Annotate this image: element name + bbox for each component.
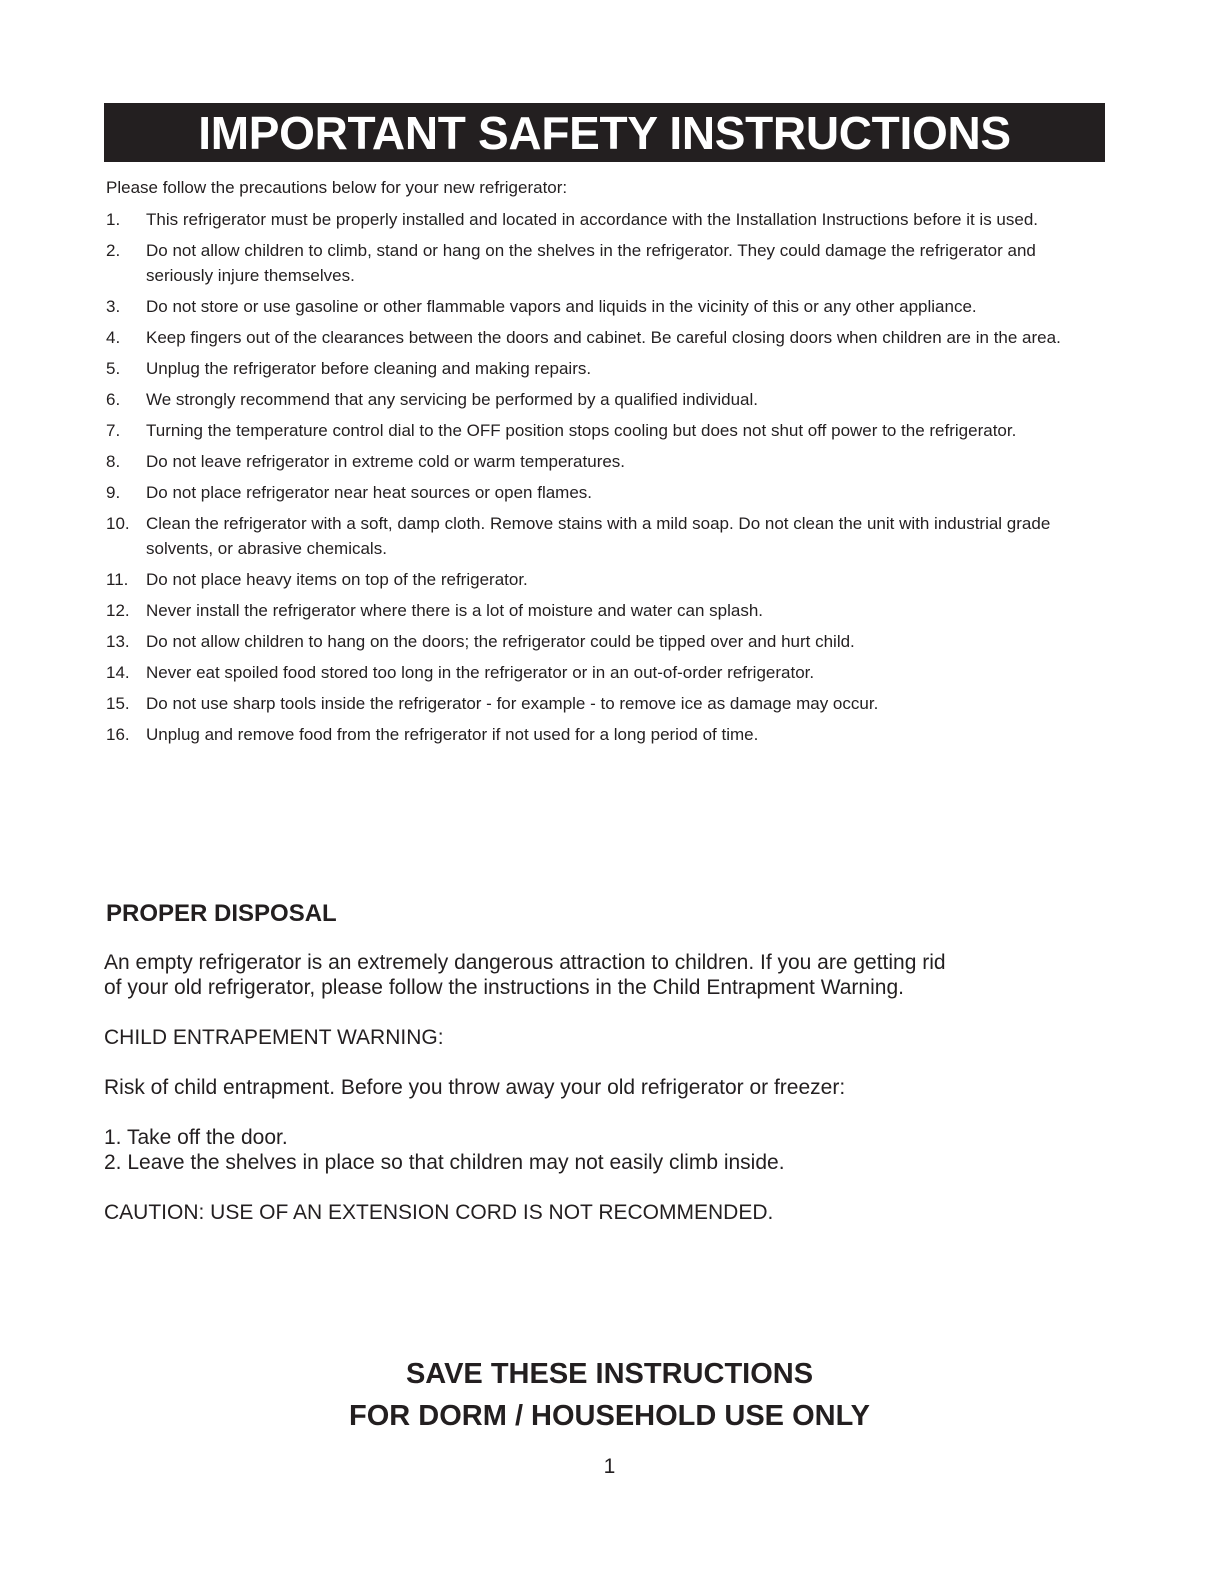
list-item: [106, 325, 1106, 350]
list-item-number: 10.: [106, 514, 130, 533]
list-item: [106, 294, 1106, 319]
list-item: [106, 691, 1106, 716]
list-item-number: 13.: [106, 632, 130, 651]
list-item-text: Turning the temperature control dial to the OFF position stops cooling but does not shut off power to the refrigerator.: [146, 421, 1017, 440]
list-item-number: 12.: [106, 601, 130, 620]
disposal-steps: [104, 1125, 1104, 1175]
list-item-number: 2.: [106, 241, 121, 260]
list-item-text: Clean the refrigerator with a soft, damp cloth. Remove stains with a mild soap. Do not clean the unit with industrial grade solvents, or abrasive chemicals.: [146, 514, 1051, 558]
list-item: [106, 598, 1106, 623]
list-item: [106, 387, 1106, 412]
disposal-heading: PROPER DISPOSAL: [106, 900, 337, 927]
list-item-number: 9.: [106, 483, 121, 502]
list-item-text: Never eat spoiled food stored too long in the refrigerator or in an out-of-order refrigerator.: [146, 663, 815, 682]
list-item-text: Do not allow children to hang on the doors; the refrigerator could be tipped over and hurt child.: [146, 632, 855, 651]
household-use-heading: FOR DORM / HOUSEHOLD USE ONLY: [349, 1400, 870, 1432]
list-item: [106, 207, 1106, 232]
intro-text: Please follow the precautions below for your new refrigerator:: [106, 178, 568, 197]
page-title: IMPORTANT SAFETY INSTRUCTIONS: [198, 106, 1011, 159]
list-item-text: Do not place heavy items on top of the refrigerator.: [146, 570, 528, 589]
list-item: [106, 356, 1106, 381]
list-item: [106, 660, 1106, 685]
list-item-number: 15.: [106, 694, 130, 713]
save-instructions-heading: SAVE THESE INSTRUCTIONS: [405, 1358, 814, 1390]
list-item: [106, 238, 1106, 288]
list-item-text: Unplug and remove food from the refrigerator if not used for a long period of time.: [146, 725, 759, 744]
list-item-text: Do not leave refrigerator in extreme cold or warm temperatures.: [146, 452, 626, 471]
list-item: [106, 449, 1106, 474]
disposal-paragraph-line: An empty refrigerator is an extremely dangerous attraction to children. If you are getting rid: [104, 951, 946, 974]
list-item-text: Keep fingers out of the clearances between the doors and cabinet. Be careful closing doors when children are in the area.: [146, 328, 1061, 347]
safety-rules-list: [106, 207, 1106, 753]
list-item-text: Unplug the refrigerator before cleaning and making repairs.: [146, 359, 592, 378]
list-item: [106, 629, 1106, 654]
list-item-number: 1.: [106, 210, 121, 229]
list-item-number: 7.: [106, 421, 121, 440]
list-item: [106, 567, 1106, 592]
list-item-text: Do not store or use gasoline or other flammable vapors and liquids in the vicinity of this or any other appliance.: [146, 297, 977, 316]
risk-text: Risk of child entrapment. Before you throw away your old refrigerator or freezer:: [104, 1076, 846, 1099]
list-item-text: Never install the refrigerator where there is a lot of moisture and water can splash.: [146, 601, 764, 620]
list-item: [106, 722, 1106, 747]
list-item-number: 8.: [106, 452, 121, 471]
caution-text: CAUTION: USE OF AN EXTENSION CORD IS NOT RECOMMENDED.: [104, 1201, 774, 1224]
list-item-text: Do not use sharp tools inside the refrigerator - for example - to remove ice as damage may occur.: [146, 694, 879, 713]
disposal-paragraph: [104, 950, 1104, 1000]
list-item-text: We strongly recommend that any servicing be performed by a qualified individual.: [146, 390, 758, 409]
list-item: [106, 511, 1106, 561]
list-item-text: Do not place refrigerator near heat sources or open flames.: [146, 483, 593, 502]
list-item-number: 6.: [106, 390, 121, 409]
list-item: [106, 480, 1106, 505]
disposal-paragraph-line: of your old refrigerator, please follow the instructions in the Child Entrapment Warning.: [104, 976, 904, 999]
list-item-text: Do not allow children to climb, stand or hang on the shelves in the refrigerator. They could damage the refrigerator and seriously injure themselves.: [146, 241, 1036, 285]
warning-title: CHILD ENTRAPEMENT WARNING:: [104, 1026, 444, 1049]
list-item-number: 4.: [106, 328, 121, 347]
list-item-number: 16.: [106, 725, 130, 744]
title-banner: [104, 103, 1105, 162]
page-number: 1: [603, 1455, 616, 1478]
list-item-number: 5.: [106, 359, 121, 378]
disposal-step: 2. Leave the shelves in place so that children may not easily climb inside.: [104, 1151, 785, 1174]
list-item: [106, 418, 1106, 443]
list-item-number: 11.: [106, 570, 129, 589]
disposal-section: [104, 950, 1104, 1250]
list-item-number: 3.: [106, 297, 121, 316]
list-item-number: 14.: [106, 663, 130, 682]
list-item-text: This refrigerator must be properly installed and located in accordance with the Installation Instructions before it is used.: [146, 210, 1039, 229]
disposal-step: 1. Take off the door.: [104, 1126, 288, 1149]
